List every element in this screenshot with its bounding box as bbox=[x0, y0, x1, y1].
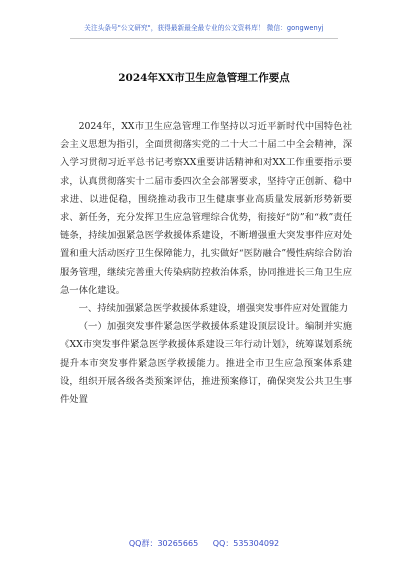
qq-group: QQ群：30265665 bbox=[128, 539, 199, 548]
qq-number: QQ：535304092 bbox=[212, 539, 280, 548]
document-title: 2024年XX市卫生应急管理工作要点 bbox=[118, 72, 290, 84]
intro-paragraph: 2024年，XX市卫生应急管理工作坚持以习近平新时代中国特色社会主义思想为指引，全面贯彻落实党的二十大二十届二中全会精神，深入学习贯彻习近平总书记考察XX重要讲话精神和对XX工作重要指示要求，认真贯彻落实十二届市委四次全会部署要求，坚持守正创新、稳中求进、以进促稳，围绕推动我市卫生健康事业高质量发展新形势新要求、新任务，充分发挥卫生应急管理综合优势，衔接好“防”和“救”责任链条，持续加强紧急医学救援体系建设，不断增强重大突发事件应对处置和重大活动医疗卫生保障能力，扎实做好“医防融合”慢性病综合防治服务管理，继续完善重大传染病防控救治体系，协同推进长三角卫生应急一体化建设。 bbox=[60, 121, 352, 296]
header-divider bbox=[70, 38, 338, 39]
subsection-paragraph: （一）加强突发事件紧急医学救援体系建设顶层设计。编制并实施《XX市突发事件紧急医学救援体系建设三年行动计划》，统筹谋划系统提升本市突发事件紧急医学救援能力。推进全市卫生应急预案体系建设，组织开展各级各类预案评估，推进预案修订，确保突发公共卫生事件处置 bbox=[60, 321, 352, 406]
promo-header: 关注头条号"公文研究"，获得最新最全最专业的公文资料库！ 微信：gongwenyj bbox=[84, 24, 324, 32]
document-body bbox=[60, 118, 352, 409]
footer-contact bbox=[0, 538, 408, 549]
section-heading: 一、持续加强紧急医学救援体系建设，增强突发事件应对处置能力 bbox=[78, 303, 349, 315]
